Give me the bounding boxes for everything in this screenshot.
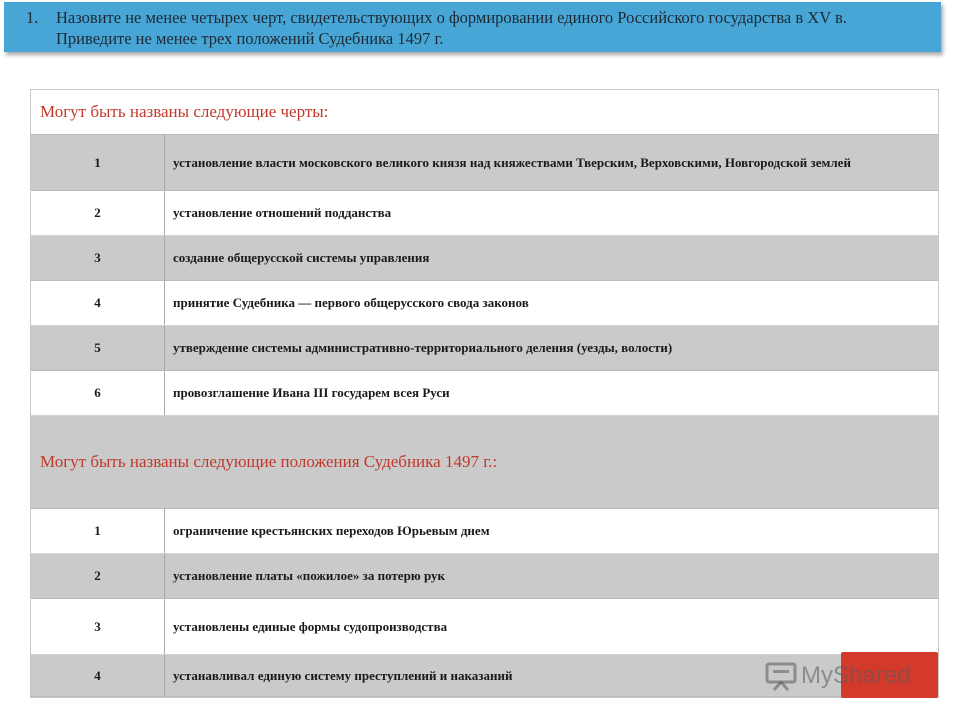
row-text: создание общерусской системы управления	[173, 250, 430, 265]
table-row	[31, 236, 938, 281]
question-number: 1.	[26, 8, 39, 27]
section2-heading: Могут быть названы следующие положения Судебника 1497 г.:	[31, 416, 938, 509]
table-row	[31, 281, 938, 326]
row-number: 2	[31, 191, 165, 235]
table-row	[31, 371, 938, 416]
answer-table	[30, 89, 939, 698]
table-row	[31, 509, 938, 554]
watermark-text: MyShared	[801, 662, 911, 689]
section1-heading: Могут быть названы следующие черты:	[31, 90, 938, 135]
presentation-icon	[765, 661, 797, 691]
row-number: 4	[31, 655, 165, 696]
row-number: 2	[31, 554, 165, 598]
row-text: устанавливал единую систему преступлений и наказаний	[173, 667, 513, 683]
row-number: 6	[31, 371, 165, 415]
row-number: 3	[31, 236, 165, 280]
table-row	[31, 599, 938, 655]
row-number: 5	[31, 326, 165, 370]
watermark	[765, 656, 910, 696]
question-banner	[4, 2, 941, 52]
table-row	[31, 554, 938, 599]
row-text: принятие Судебника — первого общерусского свода законов	[173, 295, 529, 310]
row-text: ограничение крестьянских переходов Юрьевым днем	[173, 523, 490, 538]
row-text: установление отношений подданства	[173, 205, 392, 220]
question-text	[56, 7, 931, 49]
row-number: 4	[31, 281, 165, 325]
row-number: 3	[31, 599, 165, 654]
row-text: провозглашение Ивана III государем всея Руси	[173, 385, 450, 400]
question-line-1: Назовите не менее четырех черт, свидетельствующих о формировании единого Российского государства в XV в.	[56, 8, 847, 27]
row-text: установление платы «пожилое» за потерю рук	[173, 568, 446, 583]
row-text: установление власти московского великого князя над княжествами Тверским, Верховскими, Новгородской землей	[173, 154, 851, 170]
row-text: утверждение системы административно-территориального деления (уезды, волости)	[173, 340, 673, 355]
table-row	[31, 135, 938, 191]
table-row	[31, 191, 938, 236]
question-line-2: Приведите не менее трех положений Судебника 1497 г.	[56, 29, 444, 48]
row-number: 1	[31, 509, 165, 553]
row-number: 1	[31, 135, 165, 190]
row-text: установлены единые формы судопроизводства	[173, 618, 448, 634]
table-row	[31, 326, 938, 371]
